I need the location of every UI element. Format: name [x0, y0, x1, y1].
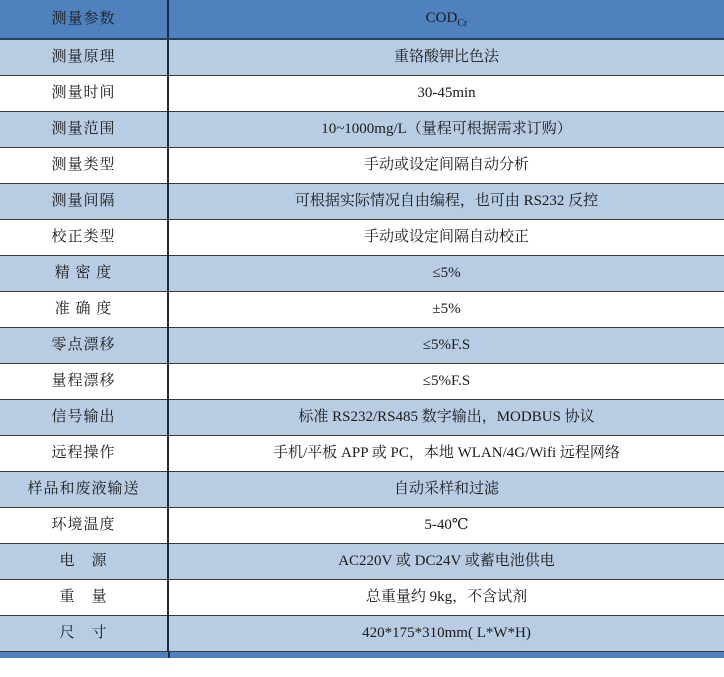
param-cell: 信号输出: [0, 399, 168, 435]
value-cell: ≤5%F.S: [168, 327, 724, 363]
param-cell: 测量原理: [0, 39, 168, 75]
param-cell: 尺 寸: [0, 615, 168, 651]
table-row: [0, 75, 724, 111]
table-row: [0, 291, 724, 327]
param-cell: 测量时间: [0, 75, 168, 111]
table-row: [0, 183, 724, 219]
value-subscript: Cr: [457, 17, 468, 29]
param-cell: 测量参数: [0, 0, 168, 39]
table-row: [0, 39, 724, 75]
table-row: [0, 543, 724, 579]
param-cell: 测量间隔: [0, 183, 168, 219]
table-row: [0, 0, 724, 39]
value-cell: 标准 RS232/RS485 数字输出，MODBUS 协议: [168, 399, 724, 435]
param-cell: 精 密 度: [0, 255, 168, 291]
param-cell: 零点漂移: [0, 327, 168, 363]
table-row: [0, 507, 724, 543]
value-main: COD: [425, 9, 458, 26]
param-cell: 样品和废液输送: [0, 471, 168, 507]
value-cell: 30-45min: [168, 75, 724, 111]
value-cell: 可根据实际情况自由编程，也可由 RS232 反控: [168, 183, 724, 219]
value-cell: 手动或设定间隔自动校正: [168, 219, 724, 255]
value-cell: ±5%: [168, 291, 724, 327]
value-cell: 重铬酸钾比色法: [168, 39, 724, 75]
value-cell: ≤5%: [168, 255, 724, 291]
value-cell: 10~1000mg/L（量程可根据需求订购）: [168, 111, 724, 147]
param-cell: 测量范围: [0, 111, 168, 147]
table-row: [0, 219, 724, 255]
param-cell: 量程漂移: [0, 363, 168, 399]
param-cell: 准 确 度: [0, 291, 168, 327]
partial-bottom-row: [0, 652, 724, 658]
table-row: [0, 363, 724, 399]
param-cell: 校正类型: [0, 219, 168, 255]
value-cell: 5-40℃: [168, 507, 724, 543]
table-row: [0, 147, 724, 183]
value-cell: ≤5%F.S: [168, 363, 724, 399]
value-cell: 手动或设定间隔自动分析: [168, 147, 724, 183]
value-cell: 总重量约 9kg，不含试剂: [168, 579, 724, 615]
table-row: [0, 435, 724, 471]
column-divider: [168, 652, 170, 658]
table-row: [0, 399, 724, 435]
value-cell: 420*175*310mm( L*W*H): [168, 615, 724, 651]
table-row: [0, 255, 724, 291]
table-row: [0, 471, 724, 507]
param-cell: 电 源: [0, 543, 168, 579]
param-cell: 测量类型: [0, 147, 168, 183]
value-cell: [168, 0, 724, 39]
table-row: [0, 327, 724, 363]
table-row: [0, 615, 724, 651]
param-cell: 远程操作: [0, 435, 168, 471]
table-row: [0, 111, 724, 147]
value-cell: 手机/平板 APP 或 PC，本地 WLAN/4G/Wifi 远程网络: [168, 435, 724, 471]
param-cell: 重 量: [0, 579, 168, 615]
value-cell: 自动采样和过滤: [168, 471, 724, 507]
value-cell: AC220V 或 DC24V 或蓄电池供电: [168, 543, 724, 579]
table-row: [0, 579, 724, 615]
param-cell: 环境温度: [0, 507, 168, 543]
